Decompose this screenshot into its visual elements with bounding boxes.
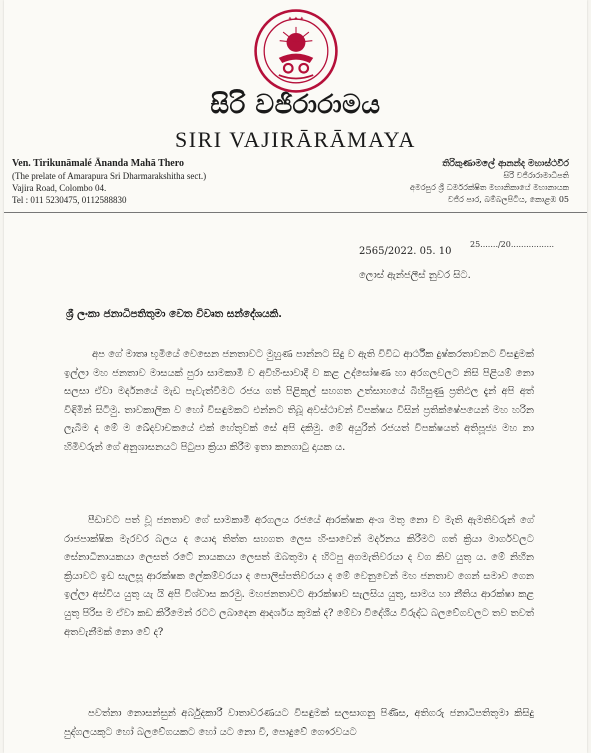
sender-name-sinhala: තිරිකුණාමලේ ආනන්ද මහාස්ථවිර: [442, 159, 569, 169]
body-paragraph-3: පවත්නා නොසන්සුන් අර්බුදකාරී වාතාවරණයට විසඳුමක් සලසාගනු පිණිස, අතිගරු ජනාධිපතිතුමා කිසිදු පුද්ගලයකුට හෝ බලවේගයකට හෝ යට නො වී, පොදුවේ ගෞරවයට: [64, 708, 534, 738]
body-paragraph-2: පීඩාවට පත් වූ ජනතාව ගේ සාමකාමී අරගලය රජයේ ආරක්ෂක අංශ මතු නො ව මැති ඇමතිවරුන් ගේ රාජපාක්ෂික මැරවර බලය ද යොදා තිත්ත සහගත ලෙස හිංසාවෙන් මර්දනය කිරීමට ගත් ක්‍රියා මාර්ගවලට සේනාධිනායකයා ලෙසත් රටේ නායකයා ලෙසත් ඔබතුමා ද හිටපු අගමැතිවරයා ද වග කිව යුතු ය. මේ නිහීන ක්‍රියාවට ඉඩ සැලසූ ආරක්ෂක ලේකම්වරයා ද පොලිස්පතිවරයා ද මේ වෙනුවෙන් මහ ජනතාව ගෙන් සමාව ගෙන ඉල්ලා අස්විය යුතු යැ යි අපි විශ්වාස කරමු. මහජනතාවට ආරක්ෂාව සැලසිය යුතු, සාමය හා නීතිය ආරක්ෂා කළ යුතු පිරිස ම ඒවා කඩ කිරීමෙන් රටට ලබාදෙන ආදර්ශය කුමක් ද? මේවා විදේශීය විරුද්ධ බලවේගවලට තව තවත් අතවැනීමක් නො වේ ද?: [64, 515, 534, 638]
sender-title-sinhala: සිරි වජිරාරාමාධිපති: [503, 171, 569, 180]
letter-place: ලොස් ඇන්ජලීස් නුවර සිට.: [359, 270, 471, 281]
sender-details-sinhala: [410, 158, 569, 206]
letter-date: 2565/2022. 05. 10: [359, 246, 452, 257]
sender-name: Ven. Tirikunāmalé Ānanda Mahā Thero: [12, 158, 184, 169]
sender-address: Vajira Road, Colombo 04.: [12, 183, 107, 193]
sender-details-english: [12, 158, 206, 206]
letterhead-title-sinhala: සිරි වජිරාරාමය: [210, 90, 381, 120]
header-divider: [4, 212, 587, 213]
sender-sect-sinhala: අමරපුර ශ්‍රී ධර්මරක්ෂිත මහානිකායේ මහානායක: [410, 183, 569, 192]
sender-phone: Tel : 011 5230475, 0112588830: [12, 195, 127, 205]
letter-subject: ශ්‍රී ලංකා ජනාධිපතිතුමා වෙත විවෘත සන්දේශයකි.: [66, 308, 282, 320]
svg-text:✦ ✦ ✦: ✦ ✦ ✦: [287, 16, 305, 23]
printed-date-line: 25......./20.................: [470, 240, 555, 249]
letter-page: [4, 0, 587, 753]
sender-subtitle: (The prelate of Amarapura Sri Dharmarakshitha sect.): [12, 171, 207, 181]
sender-address-sinhala: වජිර පාර, බම්බලපිටිය, කොළඹ 05: [447, 195, 569, 204]
letterhead-title-english: SIRI VAJIRĀRĀMAYA: [175, 127, 416, 152]
temple-seal-logo: [253, 8, 339, 94]
body-paragraph-1: අප ගේ මාතෘ භූමියේ වෙසෙන ජනතාවට මුහුණ පාන්නට සිදු ව ඇති විවිධ ආර්ථීක දුෂ්කරතාවනට විසඳුමක් ඉල්ලා මහ ජනතාව මාසයක් පුරා සාමකාමී ව අවිහිංසාවාදී ව කළ උද්ඝෝෂණ හා අරගලවලට නිසි පිළියම් නො සලසා ඒවා මර්දනයේ මැඩ පැවැත්වීමට රජය ගත් පිළිකුල් සහගත උත්සාහයේ බිහිසුණු ප්‍රතිඵල දැන් අපි අත් විඳිමින් සිටිමු. තාවකාලික ව හෝ විසඳුමකට එන්නට තිබූ අවස්ථාවන් විපක්ෂය විසින් ප්‍රතික්ෂේපයෙන් මහ හරින ලැබීම ද මේ ම ඛේදවාචකයේ එක් හේතුවක් සේ අපි දකිමු. මේ අයුරින් රජයත් විපක්ෂයත් අතිපූජ්‍ය මහ නා හිමිවරුන් ගේ අනුශාසනයට පිටුපා ක්‍රියා කිරීම ඉතා කනගාටු දායක ය.: [64, 349, 534, 453]
